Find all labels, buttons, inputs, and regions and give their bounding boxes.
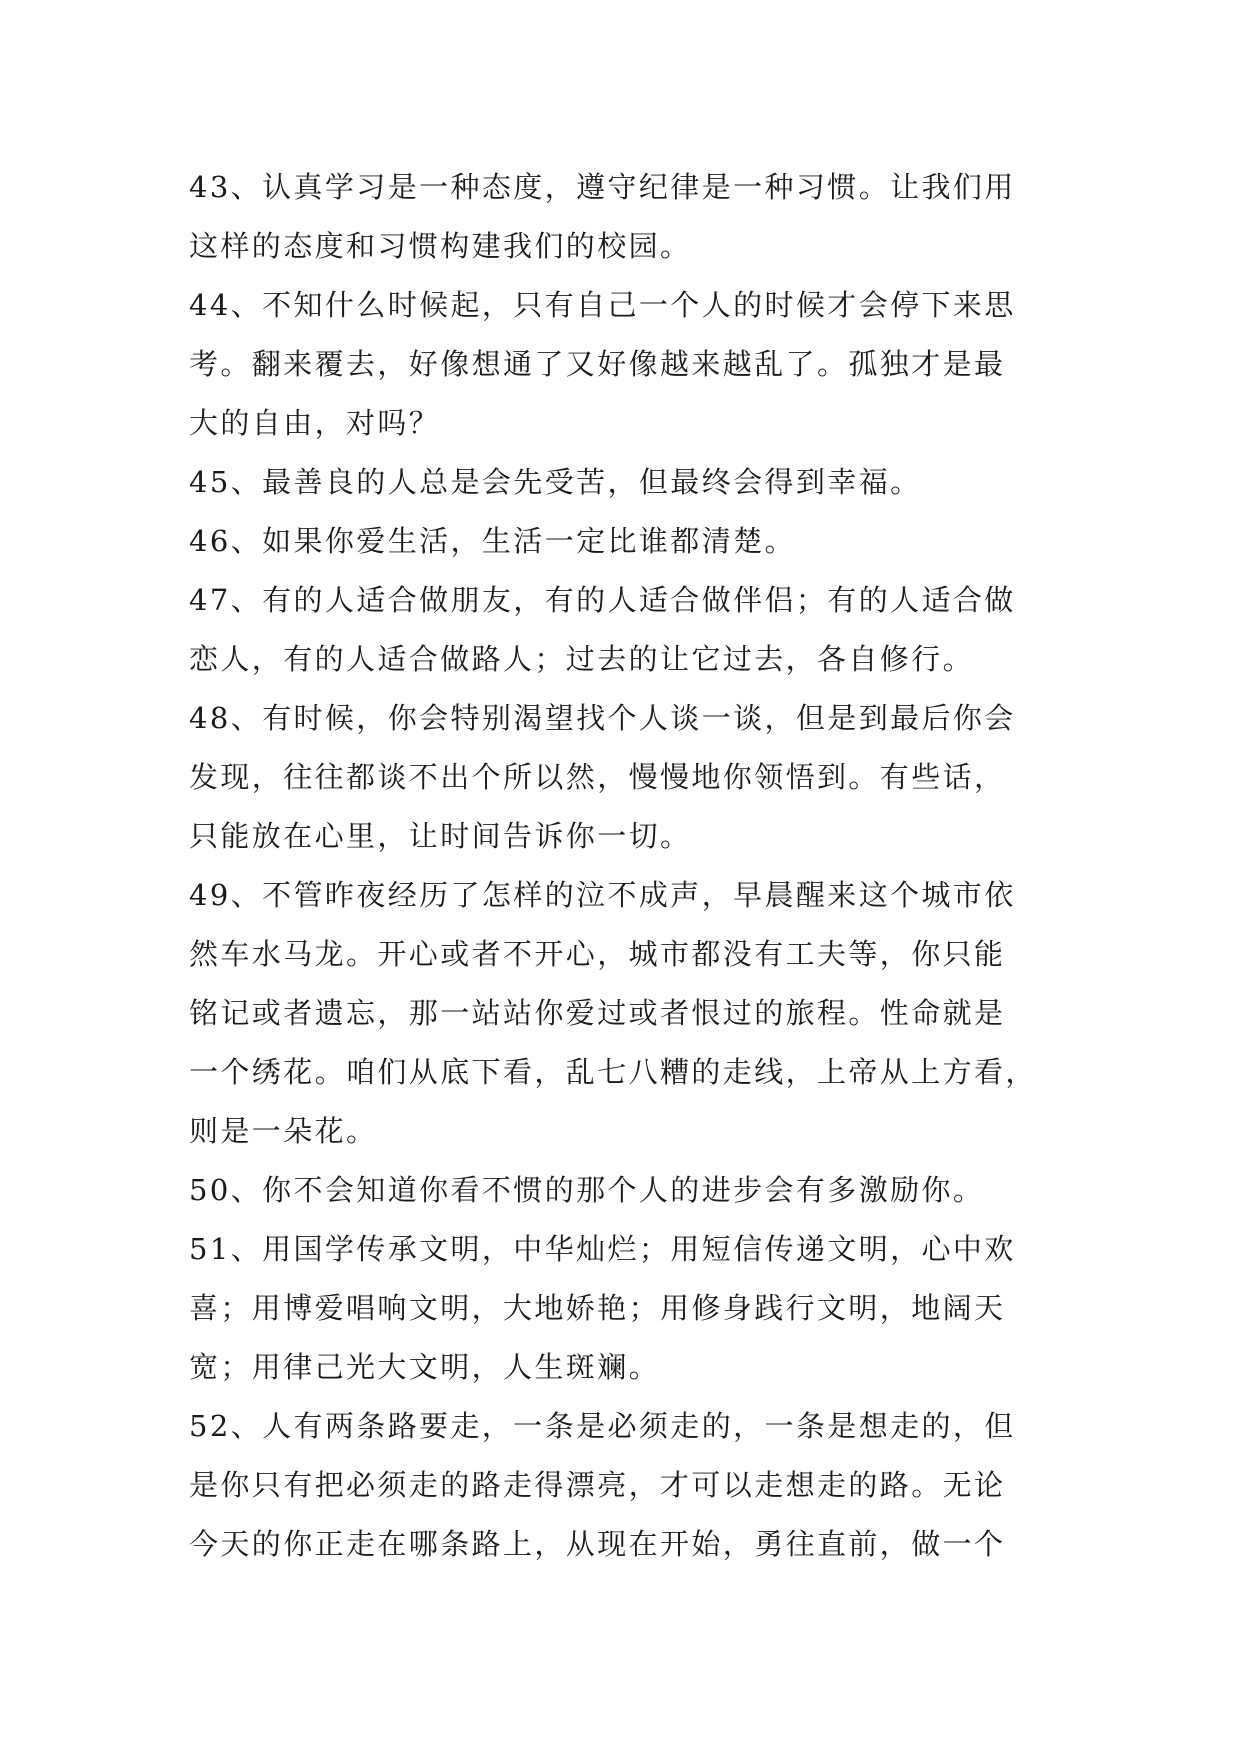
text-line: 50、你不会知道你看不惯的那个人的进步会有多激励你。 [189,1173,985,1207]
text-line: 48、有时候，你会特别渴望找个人谈一谈，但是到最后你会 [189,701,1016,735]
text-line: 喜；用博爱唱响文明，大地娇艳；用修身践行文明，地阔天 [189,1291,1006,1325]
text-line: 发现，往往都谈不出个所以然，慢慢地你领悟到。有些话， [189,760,1006,794]
text-line: 这样的态度和习惯构建我们的校园。 [189,229,692,263]
text-line: 49、不管昨夜经历了怎样的泣不成声，早晨醒来这个城市依 [189,878,1016,912]
text-line: 铭记或者遗忘，那一站站你爱过或者恨过的旅程。性命就是 [189,996,1006,1030]
text-line: 是你只有把必须走的路走得漂亮，才可以走想走的路。无论 [189,1468,1006,1502]
text-line: 52、人有两条路要走，一条是必须走的，一条是想走的，但 [189,1409,1016,1443]
text-line: 43、认真学习是一种态度，遵守纪律是一种习惯。让我们用 [189,170,1016,204]
text-line: 宽；用律己光大文明，人生斑斓。 [189,1350,661,1384]
text-line: 一个绣花。咱们从底下看，乱七八糟的走线，上帝从上方看， [189,1055,1037,1089]
text-line: 然车水马龙。开心或者不开心，城市都没有工夫等，你只能 [189,937,1006,971]
text-line: 只能放在心里，让时间告诉你一切。 [189,819,692,853]
document-body [189,158,1069,1574]
text-line: 今天的你正走在哪条路上，从现在开始，勇往直前，做一个 [189,1527,1006,1561]
text-line: 则是一朵花。 [189,1114,378,1148]
text-line: 44、不知什么时候起，只有自己一个人的时候才会停下来思 [189,288,1016,322]
text-line: 恋人，有的人适合做路人；过去的让它过去，各自修行。 [189,642,975,676]
text-line: 考。翻来覆去，好像想通了又好像越来越乱了。孤独才是最 [189,347,1006,381]
text-line: 51、用国学传承文明，中华灿烂；用短信传递文明，心中欢 [189,1232,1016,1266]
text-line: 45、最善良的人总是会先受苦，但最终会得到幸福。 [189,465,922,499]
text-line: 46、如果你爱生活，生活一定比谁都清楚。 [189,524,796,558]
text-line: 大的自由，对吗？ [189,406,441,440]
text-line: 47、有的人适合做朋友，有的人适合做伴侣；有的人适合做 [189,583,1016,617]
